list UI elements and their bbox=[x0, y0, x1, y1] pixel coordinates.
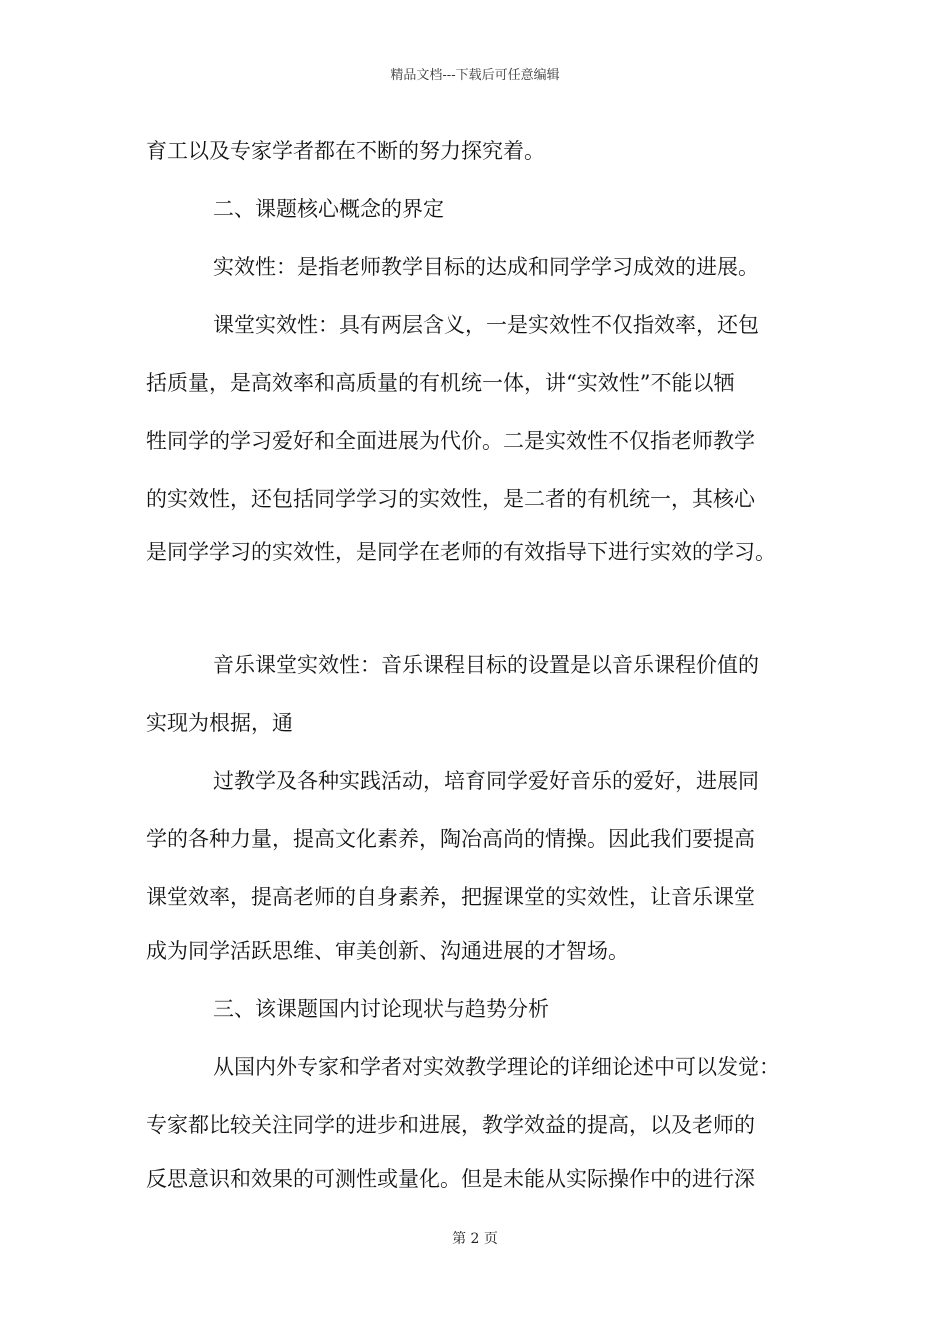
text-line-13: 课堂效率，提高老师的自身素养，把握课堂的实效性，让音乐课堂 bbox=[146, 885, 755, 909]
text-line-4: 课堂实效性：具有两层含义，一是实效性不仅指效率，还包 bbox=[213, 313, 759, 337]
text-line-7: 的实效性，还包括同学学习的实效性，是二者的有机统一，其核心 bbox=[146, 487, 755, 511]
text-line-11: 过教学及各种实践活动，培育同学爱好音乐的爱好，进展同 bbox=[213, 769, 759, 793]
text-line-16: 从国内外专家和学者对实效教学理论的详细论述中可以发觉： bbox=[213, 1055, 780, 1079]
text-line-14: 成为同学活跃思维、审美创新、沟通进展的才智场。 bbox=[146, 939, 629, 963]
page-header: 精品文档---下载后可任意编辑 bbox=[390, 68, 560, 83]
section-heading-15: 三、该课题国内讨论现状与趋势分析 bbox=[213, 997, 549, 1021]
page-number: 第 2 页 bbox=[452, 1231, 498, 1247]
text-line-3: 实效性：是指老师教学目标的达成和同学学习成效的进展。 bbox=[213, 255, 759, 279]
text-line-18: 反思意识和效果的可测性或量化。但是未能从实际操作中的进行深 bbox=[146, 1167, 755, 1191]
text-line-9: 音乐课堂实效性：音乐课程目标的设置是以音乐课程价值的 bbox=[213, 653, 759, 677]
text-line-8: 是同学学习的实效性，是同学在老师的有效指导下进行实效的学习。 bbox=[146, 540, 776, 564]
text-line-1: 育工以及专家学者都在不断的努力探究着。 bbox=[146, 139, 545, 163]
text-line-5: 括质量，是高效率和高质量的有机统一体，讲“实效性”不能以牺 bbox=[146, 371, 735, 395]
text-line-10: 实现为根据，通 bbox=[146, 711, 293, 735]
section-heading-2: 二、课题核心概念的界定 bbox=[213, 197, 444, 221]
text-line-12: 学的各种力量，提高文化素养，陶冶高尚的情操。因此我们要提高 bbox=[146, 827, 755, 851]
text-line-6: 牲同学的学习爱好和全面进展为代价。二是实效性不仅指老师教学 bbox=[146, 429, 755, 453]
text-line-17: 专家都比较关注同学的进步和进展，教学效益的提高，以及老师的 bbox=[146, 1113, 755, 1137]
